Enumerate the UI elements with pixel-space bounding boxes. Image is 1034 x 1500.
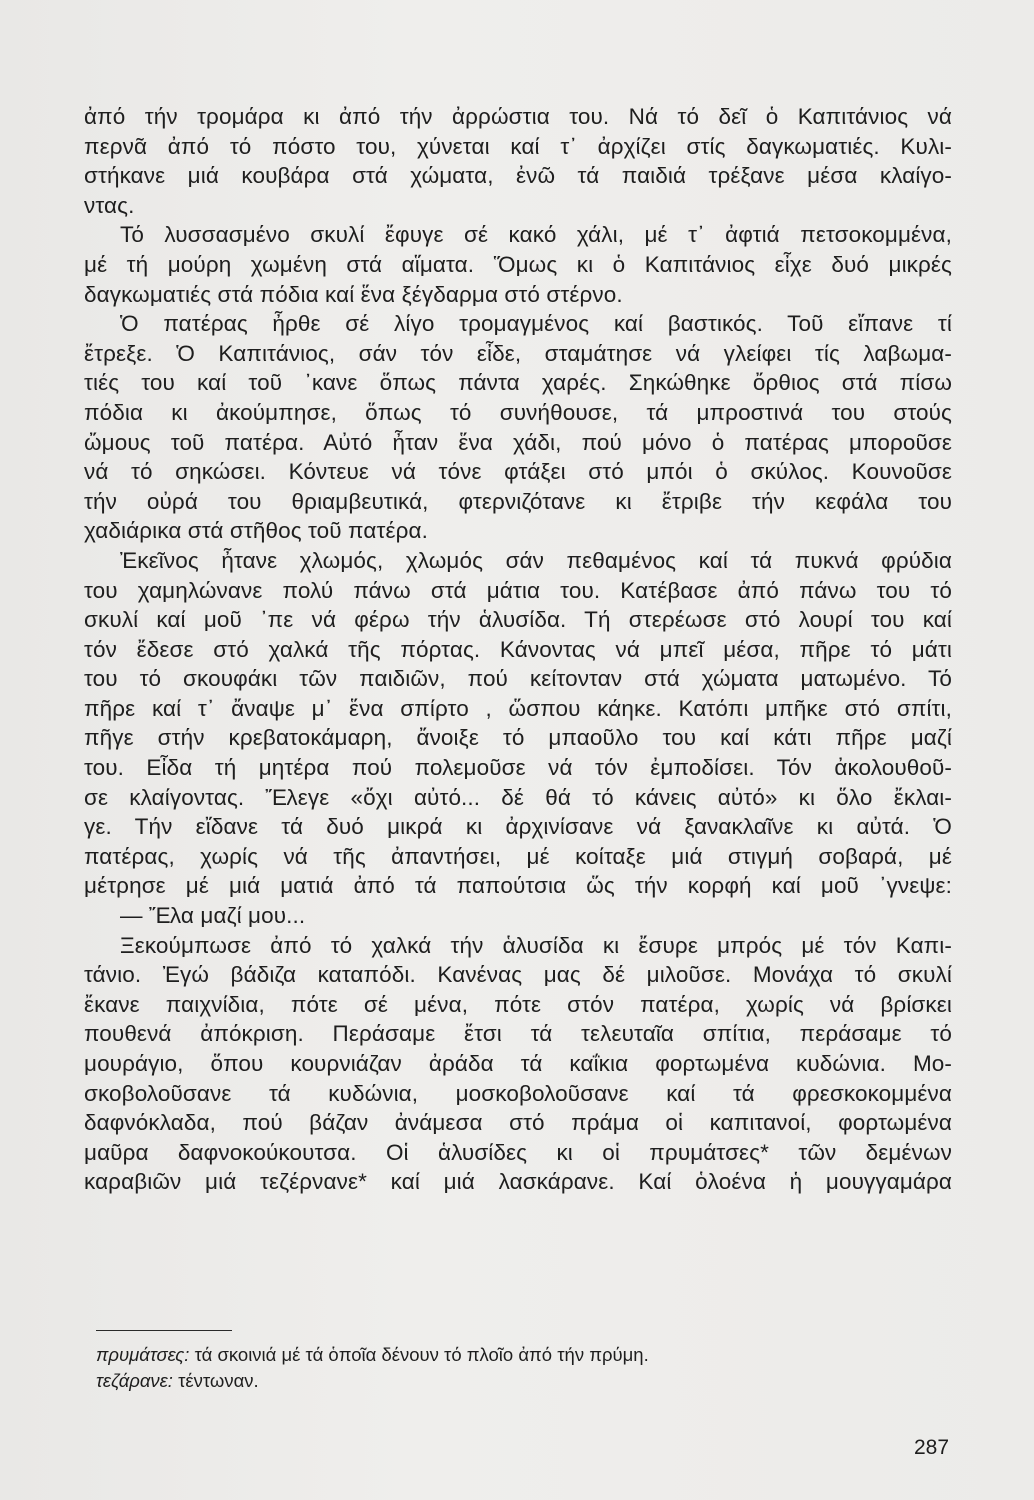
text-line: τήν οὐρά του θριαμβευτικά, φτερνιζότανε κι ἔτριβε τήν κεφάλα του <box>84 488 952 514</box>
text-line: του. Εἶδα τή μητέρα πού πολεμοῦσε νά τόν ἐμποδίσει. Τόν ἀκολουθοῦ- <box>84 755 952 781</box>
text-line: Ἐκεῖνος ἦτανε χλωμός, χλωμός σάν πεθαμένος καί τά πυκνά φρύδια <box>120 547 952 573</box>
text-line: Ξεκούμπωσε ἀπό τό χαλκά τήν ἁλυσίδα κι ἔσυρε μπρός μέ τόν Καπι- <box>120 932 952 958</box>
footnote <box>96 1342 916 1368</box>
text-line: στήκανε μιά κουβάρα στά χώματα, ἐνῶ τά παιδιά τρέξανε μέσα κλαίγο- <box>84 163 952 189</box>
text-line: του χαμηλώνανε πολύ πάνω στά μάτια του. Κατέβασε ἀπό πάνω του τό <box>84 577 952 603</box>
footnote-rule <box>96 1330 232 1331</box>
text-line: χαδιάρικα στά στῆθος τοῦ πατέρα. <box>84 518 428 544</box>
text-line: Τό λυσσασμένο σκυλί ἔφυγε σέ κακό χάλι, μέ τ᾽ ἀφτιά πετσοκομμένα, <box>120 222 952 248</box>
footnotes <box>96 1342 916 1394</box>
body-text <box>84 102 952 1197</box>
text-line: ἔκανε παιχνίδια, πότε σέ μένα, πότε στόν πατέρα, χωρίς νά βρίσκει <box>84 991 952 1017</box>
text-line: τάνιο. Ἐγώ βάδιζα καταπόδι. Κανένας μας δέ μιλοῦσε. Μονάχα τό σκυλί <box>84 962 952 988</box>
text-line: πατέρας, χωρίς νά τῆς ἀπαντήσει, μέ κοίταξε μιά στιγμή σοβαρά, μέ <box>84 843 952 869</box>
page-number: 287 <box>914 1436 950 1459</box>
text-line: πουθενά ἀπόκριση. Περάσαμε ἔτσι τά τελευταῖα σπίτια, περάσαμε τό <box>84 1021 952 1047</box>
text-line: μέ τή μούρη χωμένη στά αἵματα. Ὅμως κι ὁ Καπιτάνιος εἶχε δυό μικρές <box>84 251 952 277</box>
text-line: καραβιῶν μιά τεζέρνανε* καί μιά λασκάρανε. Καί ὁλοένα ἡ μουγγαμάρα <box>84 1169 952 1195</box>
text-line: πῆρε καί τ᾽ ἄναψε μ᾽ ἕνα σπίρτο , ὥσπου κάηκε. Κατόπι μπῆκε στό σπίτι, <box>84 695 952 721</box>
footnote-term: τεζάρανε: <box>96 1370 173 1391</box>
text-line: ἀπό τήν τρομάρα κι ἀπό τήν ἀρρώστια του. Νά τό δεῖ ὁ Καπιτάνιος νά <box>84 104 952 129</box>
text-line: ὤμους τοῦ πατέρα. Αὐτό ἦταν ἕνα χάδι, πού μόνο ὁ πατέρας μποροῦσε <box>84 429 952 455</box>
text-line: περνᾶ ἀπό τό πόστο του, χύνεται καί τ᾽ ἀρχίζει στίς δαγκωματιές. Κυλι- <box>84 133 952 159</box>
text-line: σκοβολοῦσανε τά κυδώνια, μοσκοβολοῦσανε καί τά φρεσκοκομμένα <box>84 1080 952 1106</box>
footnote-definition: τέντωναν. <box>178 1370 259 1391</box>
text-line: τιές του καί τοῦ ᾽κανε ὅπως πάντα χαρές. Σηκώθηκε ὄρθιος στά πίσω <box>84 370 952 396</box>
footnote-definition: τά σκοινιά μέ τά ὁποῖα δένουν τό πλοῖο ἀπό τήν πρύμη. <box>194 1344 649 1365</box>
text-line: σε κλαίγοντας. Ἔλεγε «ὄχι αὐτό... δέ θά τό κάνεις αὐτό» κι ὅλο ἔκλαι- <box>84 784 952 810</box>
text-line: μαῦρα δαφνοκούκουτσα. Οἱ ἁλυσίδες κι οἱ πρυμάτσες* τῶν δεμένων <box>84 1139 952 1165</box>
text-line: πῆγε στήν κρεβατοκάμαρη, ἄνοιξε τό μπαοῦλο του καί κάτι πῆρε μαζί <box>84 725 952 751</box>
text-line: σκυλί καί μοῦ ᾽πε νά φέρω τήν ἁλυσίδα. Τή στερέωσε στό λουρί του καί <box>84 607 952 633</box>
text-line: μουράγιο, ὅπου κουρνιάζαν ἀράδα τά καΐκια φορτωμένα κυδώνια. Μο- <box>84 1051 952 1076</box>
text-line: ντας. <box>84 192 135 218</box>
text-line: γε. Τήν εἴδανε τά δυό μικρά κι ἀρχινίσανε νά ξανακλαῖνε κι αὐτά. Ὁ <box>84 814 952 840</box>
footnote <box>96 1368 916 1394</box>
text-line: Ὁ πατέρας ἦρθε σέ λίγο τρομαγμένος καί βαστικός. Τοῦ εἴπανε τί <box>120 311 952 337</box>
text-line: — Ἔλα μαζί μου... <box>120 903 306 929</box>
footnote-term: πρυμάτσες: <box>96 1344 190 1365</box>
text-line: τόν ἔδεσε στό χαλκά τῆς πόρτας. Κάνοντας νά μπεῖ μέσα, πῆρε τό μάτι <box>84 636 952 662</box>
text-line: μέτρησε μέ μιά ματιά ἀπό τά παπούτσια ὥς τήν κορφή καί μοῦ ᾽γνεψε: <box>84 873 952 899</box>
text-line: δαφνόκλαδα, πού βάζαν ἀνάμεσα στό πράμα οἱ καπιτανοί, φορτωμένα <box>84 1110 952 1136</box>
text-line: του τό σκουφάκι τῶν παιδιῶν, πού κείτονταν στά χώματα ματωμένο. Τό <box>84 666 952 692</box>
text-line: πόδια κι ἀκούμπησε, ὅπως τό συνήθουσε, τά μπροστινά του στούς <box>84 399 952 425</box>
text-line: δαγκωματιές στά πόδια καί ἕνα ξέγδαρμα στό στέρνο. <box>84 281 623 307</box>
text-line: νά τό σηκώσει. Κόντευε νά τόνε φτάξει στό μπόι ὁ σκύλος. Κουνοῦσε <box>84 459 952 485</box>
text-line: ἔτρεξε. Ὁ Καπιτάνιος, σάν τόν εἶδε, σταμάτησε νά γλείφει τίς λαβωμα- <box>84 340 952 366</box>
